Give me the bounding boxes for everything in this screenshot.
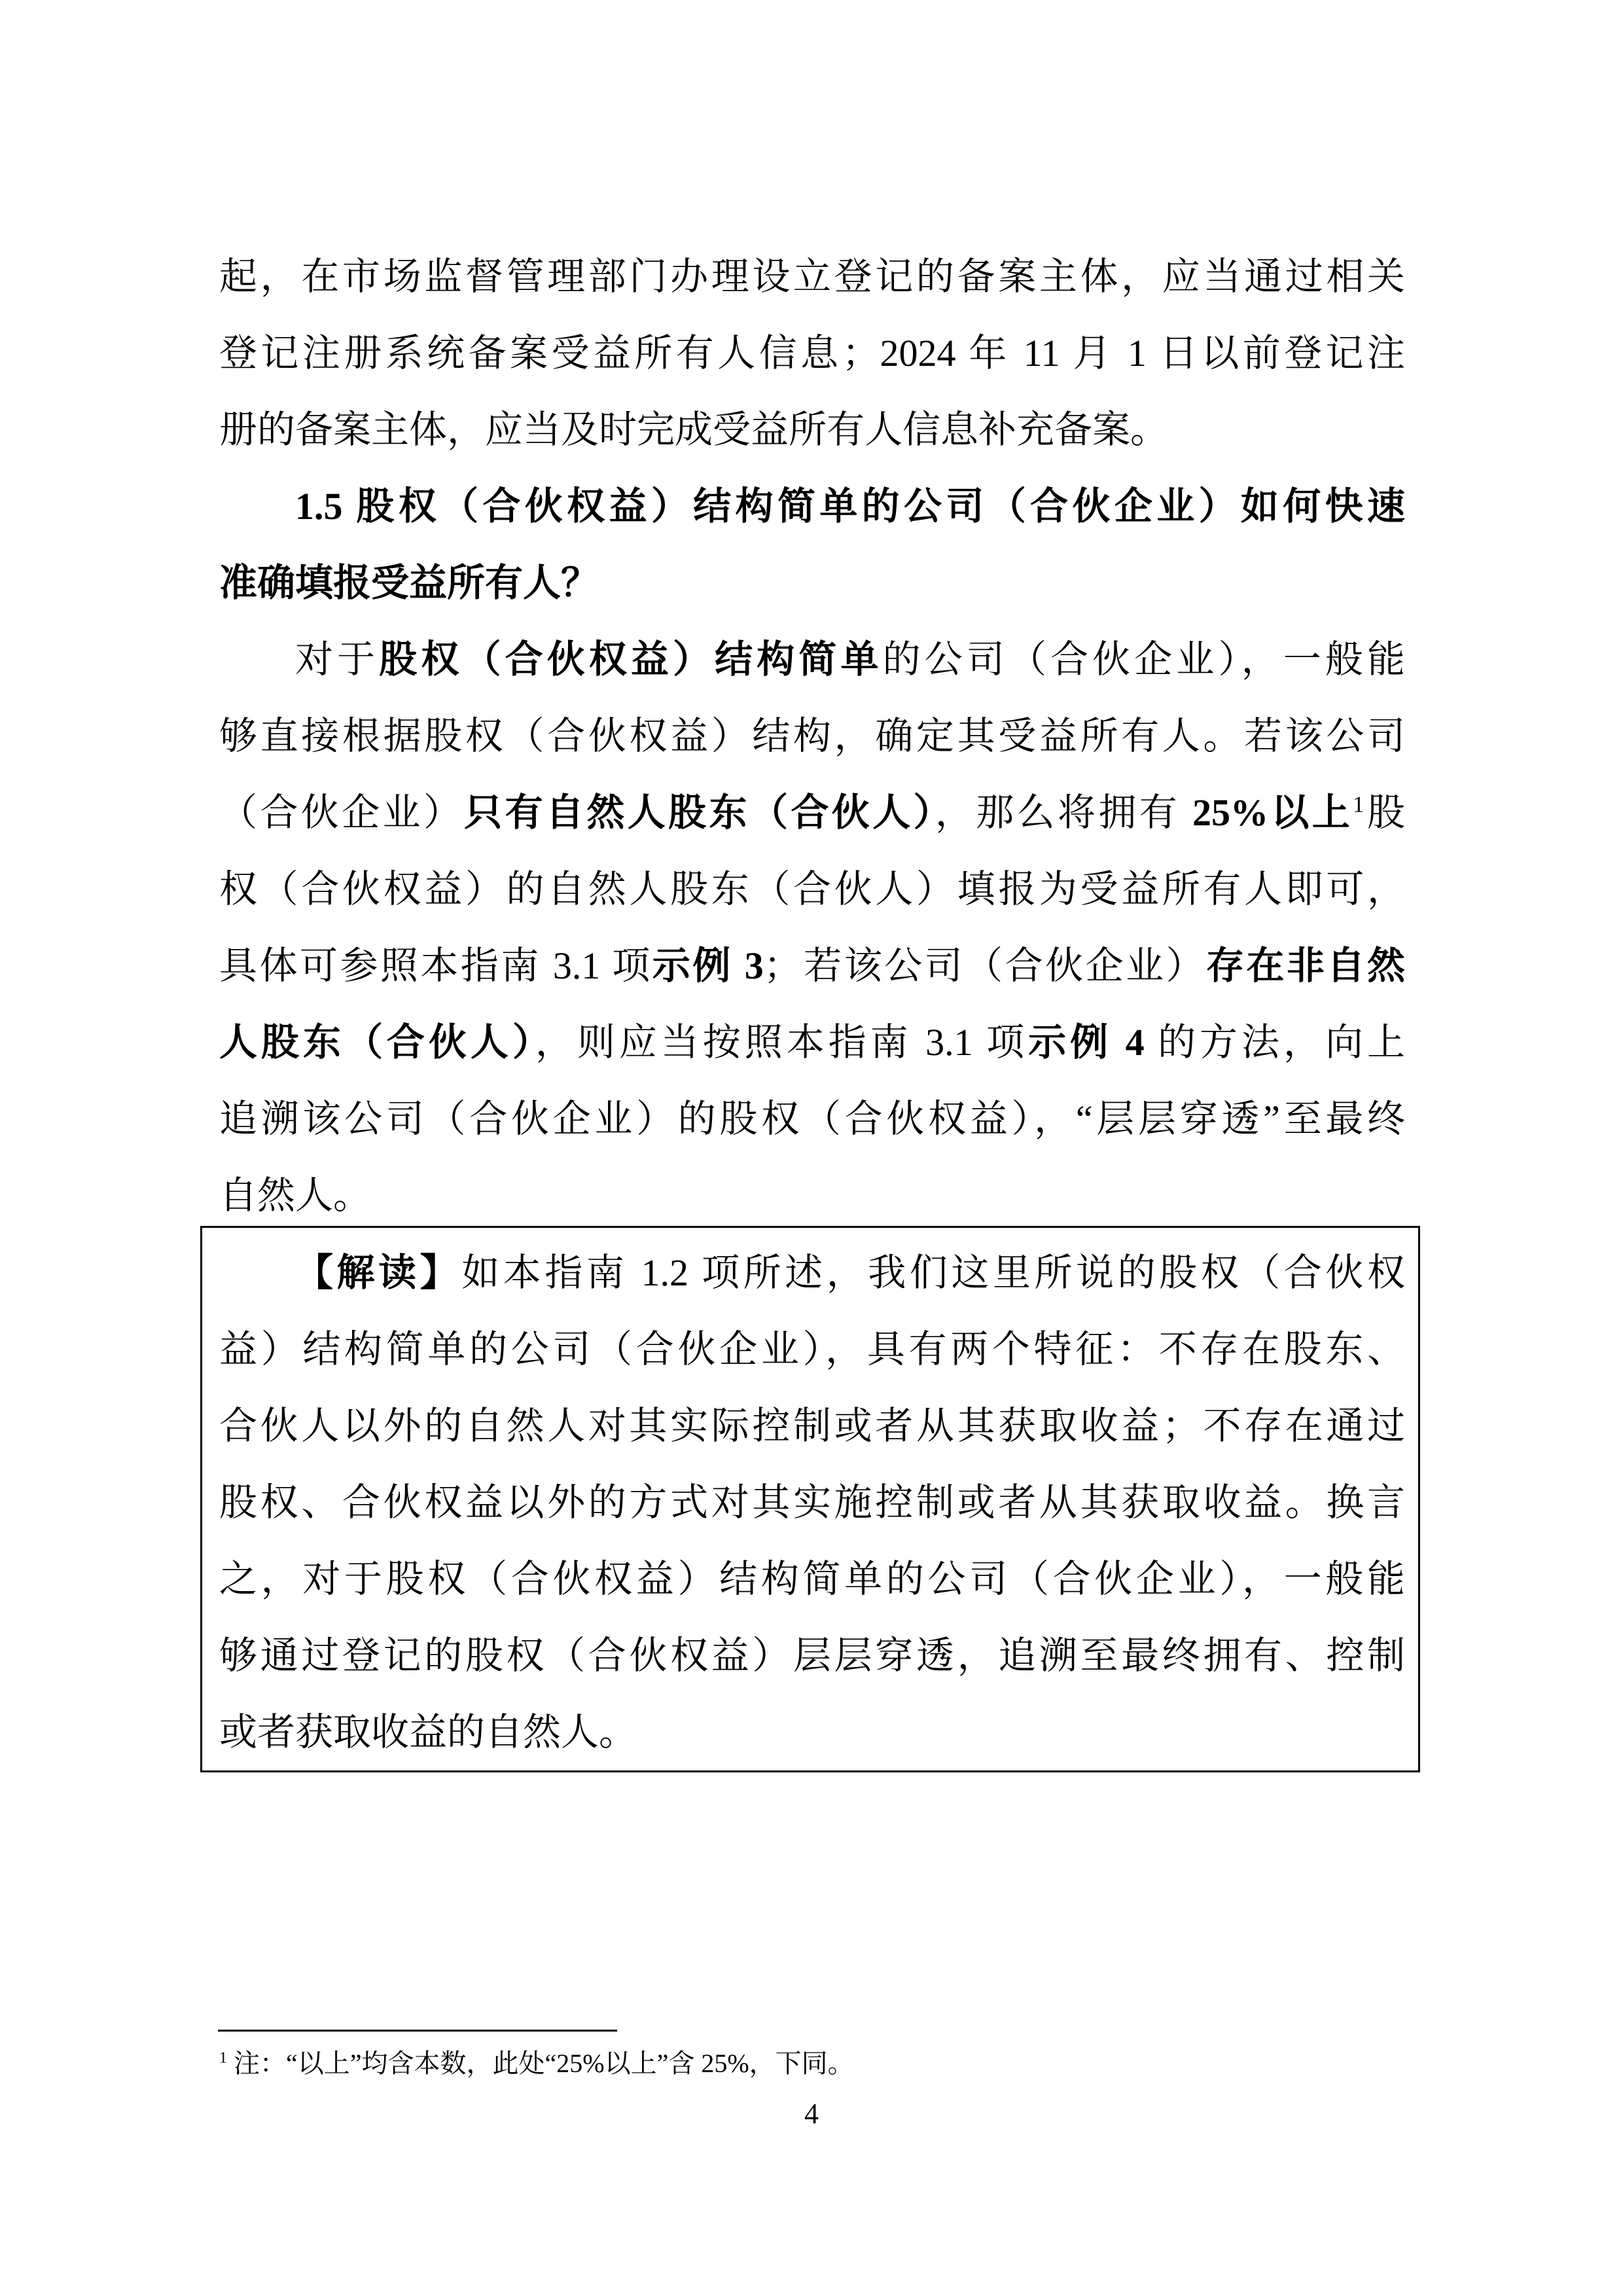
- body-text: [219, 238, 1405, 1772]
- bold-text-run: 1.5 股权（合伙权益）结构简单的公司（合伙企业）如何快速: [295, 485, 1405, 528]
- text-run: 如本指南 1.2 项所述，我们这里所说的股权（合伙权: [461, 1251, 1405, 1294]
- text-run: 册的备案主体，应当及时完成受益所有人信息补充备案。: [219, 408, 1169, 451]
- paragraph-simple-structure-filing-line: [219, 1081, 1405, 1157]
- paragraph-simple-structure-filing-line: [219, 851, 1405, 927]
- paragraph-simple-structure-filing-line: [219, 1157, 1405, 1234]
- bold-text-run: 股权（合伙权益）结构简单: [379, 638, 883, 681]
- footnote-separator: [218, 2030, 617, 2032]
- text-run: 对于: [295, 638, 380, 681]
- interpretation-box-line: [219, 1234, 1405, 1311]
- paragraph-simple-structure-filing-line: [219, 927, 1405, 1004]
- bold-text-run: 只有自然人股东（合伙人）: [464, 791, 935, 834]
- text-run: ，那么将拥有: [935, 791, 1193, 834]
- text-run: 起，在市场监督管理部门办理设立登记的备案主体，应当通过相关: [219, 255, 1405, 298]
- paragraph-registration-deadline-line: [219, 315, 1405, 391]
- paragraph-simple-structure-filing-line: [219, 621, 1405, 698]
- footnote-reference: 1: [219, 2049, 227, 2067]
- text-run: ，则应当按照本指南 3.1 项: [535, 1021, 1029, 1064]
- text-run: （合伙企业）: [219, 791, 465, 834]
- bold-text-run: 示例 3: [652, 944, 764, 987]
- heading-section-1-5-line: [219, 545, 1405, 621]
- text-run: 够直接根据股权（合伙权益）结构，确定其受益所有人。若该公司: [219, 715, 1405, 757]
- text-run: 的方法，向上: [1144, 1021, 1405, 1064]
- interpretation-box-line: [219, 1311, 1405, 1388]
- bold-text-run: 示例 4: [1028, 1021, 1145, 1064]
- text-run: 股: [1364, 791, 1405, 834]
- interpretation-box: [200, 1226, 1420, 1772]
- bold-text-run: 准确填报受益所有人？: [219, 562, 599, 604]
- footnote-reference: 1: [1353, 791, 1364, 817]
- text-run: 注：“以上”均含本数，此处“25%以上”含 25%，下同。: [227, 2049, 854, 2078]
- text-run: 够通过登记的股权（合伙权益）层层穿透，追溯至最终拥有、控制: [219, 1634, 1405, 1677]
- text-run: ；若该公司（合伙企业）: [763, 944, 1207, 987]
- text-run: 权（合伙权益）的自然人股东（合伙人）填报为受益所有人即可，: [219, 868, 1405, 910]
- interpretation-box-line: [219, 1388, 1405, 1464]
- bold-text-run: 【解读】: [295, 1251, 462, 1294]
- paragraph-registration-deadline-line: [219, 238, 1405, 315]
- paragraph-registration-deadline-line: [219, 391, 1405, 468]
- paragraph-simple-structure-filing-line: [219, 698, 1405, 774]
- text-run: 登记注册系统备案受益所有人信息；2024 年 11 月 1 日以前登记注: [219, 332, 1405, 374]
- bold-text-run: 存在非自然: [1206, 944, 1405, 987]
- text-run: 合伙人以外的自然人对其实际控制或者从其获取收益；不存在通过: [219, 1405, 1405, 1447]
- bold-text-run: 人股东（合伙人）: [219, 1021, 535, 1064]
- text-run: 追溯该公司（合伙企业）的股权（合伙权益），“层层穿透”至最终: [219, 1098, 1405, 1140]
- text-run: 自然人。: [219, 1174, 372, 1217]
- footnote: [219, 2043, 1405, 2084]
- text-run: 的公司（合伙企业），一般能: [882, 638, 1405, 681]
- text-run: 益）结构简单的公司（合伙企业），具有两个特征：不存在股东、: [219, 1328, 1405, 1371]
- text-run: 股权、合伙权益以外的方式对其实施控制或者从其获取收益。换言: [219, 1481, 1405, 1524]
- page-number: 4: [804, 2098, 819, 2130]
- text-run: 或者获取收益的自然人。: [219, 1711, 637, 1753]
- text-run: 具体可参照本指南 3.1 项: [219, 944, 652, 987]
- paragraph-simple-structure-filing-line: [219, 774, 1405, 851]
- interpretation-box-line: [219, 1541, 1405, 1617]
- heading-section-1-5-line: [219, 468, 1405, 545]
- interpretation-box-line: [219, 1694, 1405, 1770]
- interpretation-box-line: [219, 1617, 1405, 1694]
- interpretation-box-line: [219, 1464, 1405, 1541]
- paragraph-simple-structure-filing-line: [219, 1004, 1405, 1081]
- bold-text-run: 25%以上: [1192, 791, 1353, 834]
- text-run: 之，对于股权（合伙权益）结构简单的公司（合伙企业），一般能: [219, 1558, 1405, 1600]
